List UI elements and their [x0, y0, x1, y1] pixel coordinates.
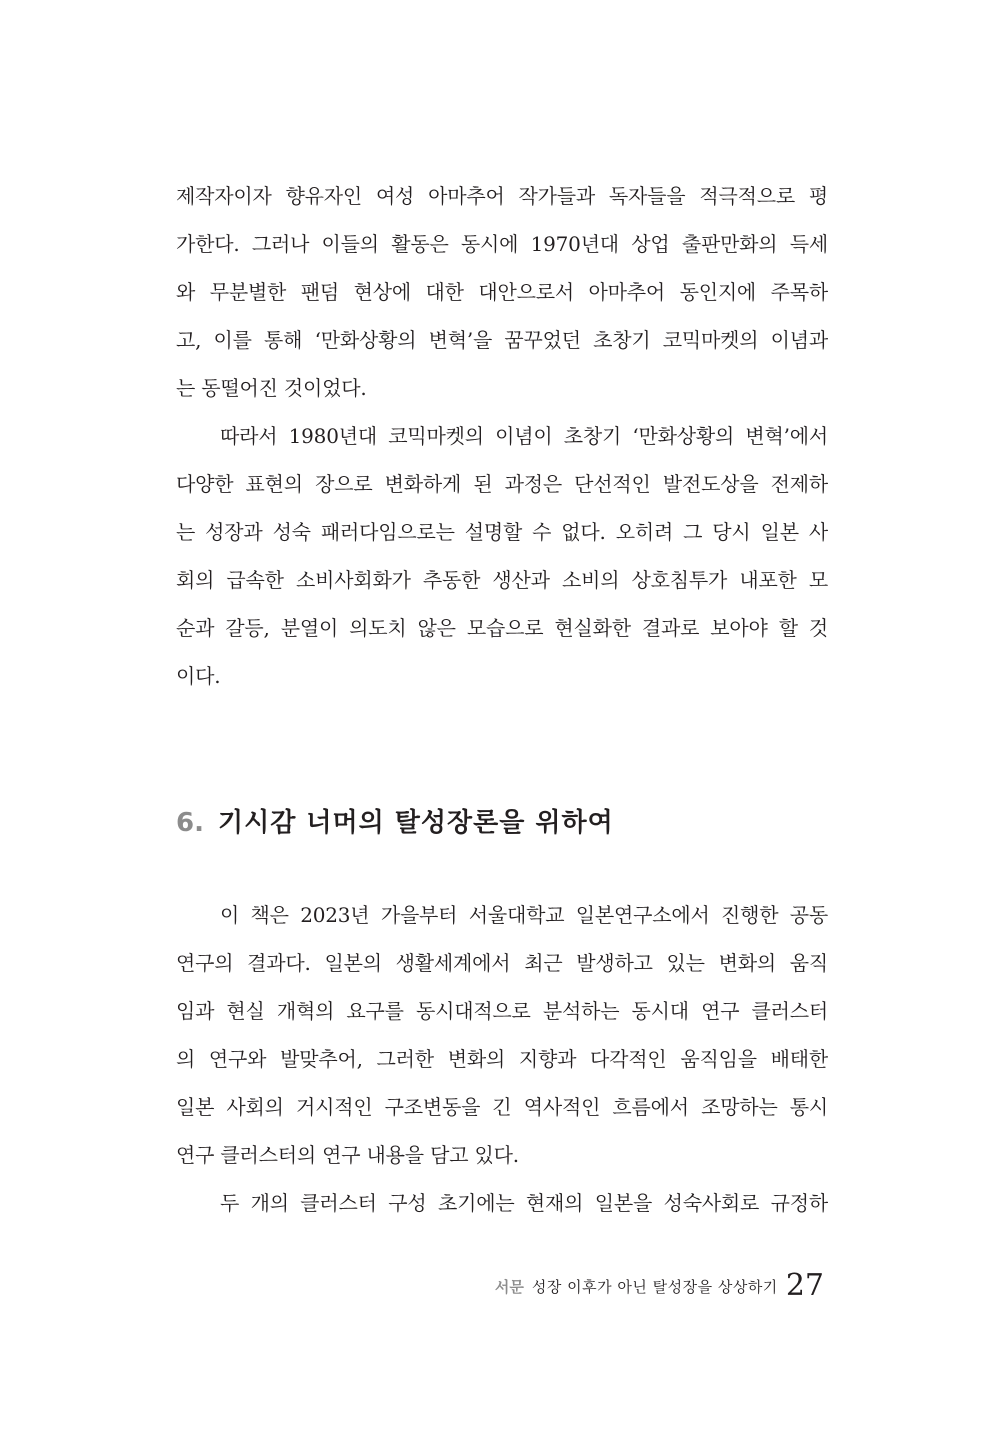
text-line: 의 연구와 발맞추어, 그러한 변화의 지향과 다각적인 움직임을 배태한: [176, 1047, 828, 1071]
text-line: 가한다. 그러나 이들의 활동은 동시에 1970년대 상업 출판만화의 득세: [176, 232, 828, 256]
footer-chapter-label: 서문: [494, 1278, 524, 1296]
text-line: 두 개의 클러스터 구성 초기에는 현재의 일본을 성숙사회로 규정하: [220, 1191, 828, 1215]
text-line: 이다.: [176, 664, 221, 688]
text-line: 일본 사회의 거시적인 구조변동을 긴 역사적인 흐름에서 조망하는 통시: [176, 1095, 828, 1119]
text-line: 다양한 표현의 장으로 변화하게 된 과정은 단선적인 발전도상을 전제하: [176, 472, 828, 496]
section-heading: [176, 803, 614, 843]
page-number: 27: [785, 1268, 824, 1303]
section-title: 기시감 너머의 탈성장론을 위하여: [217, 808, 614, 838]
text-line: 는 동떨어진 것이었다.: [176, 376, 367, 400]
text-line: 는 성장과 성숙 패러다임으로는 설명할 수 없다. 오히려 그 당시 일본 사: [176, 520, 828, 544]
text-line: 연구의 결과다. 일본의 생활세계에서 최근 발생하고 있는 변화의 움직: [176, 951, 828, 975]
text-line: 고, 이를 통해 ‘만화상황의 변혁’을 꿈꾸었던 초창기 코믹마켓의 이념과: [176, 328, 828, 352]
text-line: 이 책은 2023년 가을부터 서울대학교 일본연구소에서 진행한 공동: [220, 903, 828, 927]
text-line: 순과 갈등, 분열이 의도치 않은 모습으로 현실화한 결과로 보아야 할 것: [176, 616, 828, 640]
text-line: 연구 클러스터의 연구 내용을 담고 있다.: [176, 1143, 519, 1167]
running-footer: [495, 1266, 824, 1306]
text-line: 따라서 1980년대 코믹마켓의 이념이 초창기 ‘만화상황의 변혁’에서: [220, 424, 828, 448]
section-number: 6.: [176, 808, 204, 838]
text-line: 회의 급속한 소비사회화가 추동한 생산과 소비의 상호침투가 내포한 모: [176, 568, 828, 592]
text-line: 임과 현실 개혁의 요구를 동시대적으로 분석하는 동시대 연구 클러스터: [176, 999, 828, 1023]
text-line: 제작자이자 향유자인 여성 아마추어 작가들과 독자들을 적극적으로 평: [176, 184, 828, 208]
text-line: 와 무분별한 팬덤 현상에 대한 대안으로서 아마추어 동인지에 주목하: [176, 280, 828, 304]
footer-running-title: 성장 이후가 아닌 탈성장을 상상하기: [531, 1278, 778, 1296]
